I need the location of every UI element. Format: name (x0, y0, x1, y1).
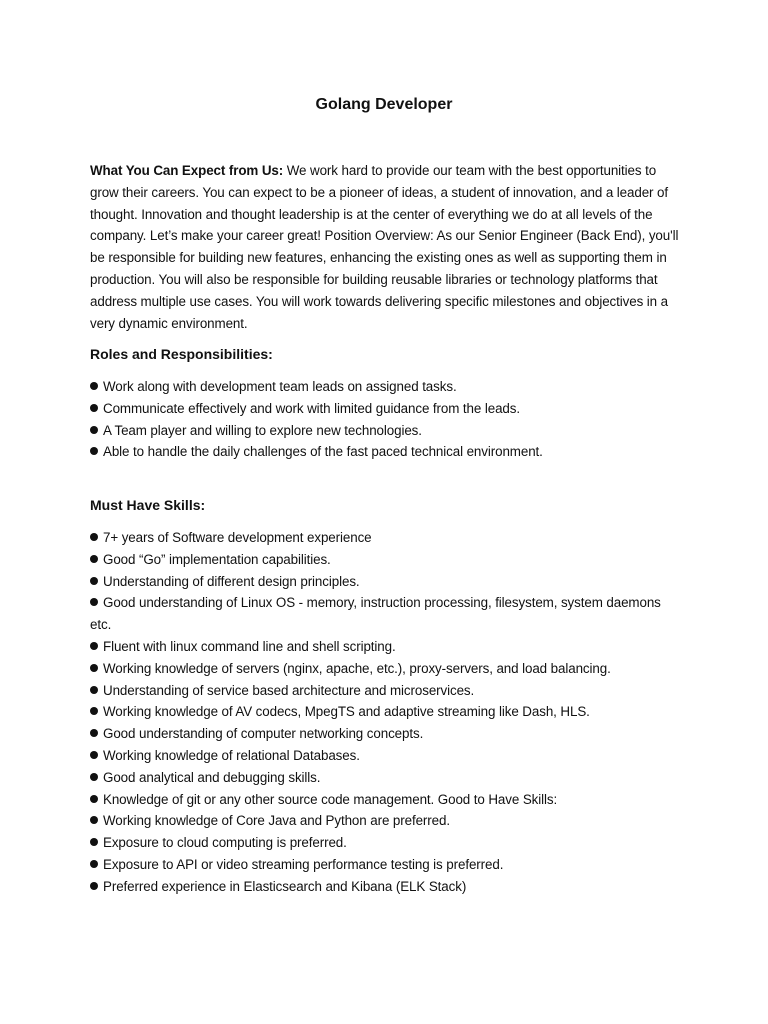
intro-lead: What You Can Expect from Us: (90, 163, 284, 178)
bullet-icon (90, 838, 98, 846)
list-item (90, 810, 680, 832)
intro-body: We work hard to provide our team with the best opportunities to grow their careers. You can expect to be a pioneer of ideas, a student of innovation, and a leader of thought. Innovation and thought leadership is at the center of everything we do at all levels of the company. Let’s make your career great! Position Overview: As our Senior Engineer (Back End), you'll be responsible for building new features, enhancing the existing ones as well as supporting them in production. You will also be responsible for building reusable libraries or technology platforms that address multiple use cases. You will work towards delivering specific milestones and objectives in a very dynamic environment. (90, 163, 679, 331)
list-item-text: Working knowledge of servers (nginx, apache, etc.), proxy-servers, and load balancing. (103, 660, 611, 676)
list-item (90, 571, 680, 593)
roles-list (90, 376, 680, 463)
list-item (90, 854, 680, 876)
list-item (90, 767, 680, 789)
list-item (90, 549, 680, 571)
list-item-text: Preferred experience in Elasticsearch and Kibana (ELK Stack) (103, 878, 467, 894)
bullet-icon (90, 642, 98, 650)
bullet-icon (90, 860, 98, 868)
bullet-icon (90, 795, 98, 803)
bullet-icon (90, 404, 98, 412)
list-item-text: Able to handle the daily challenges of the fast paced technical environment. (103, 444, 543, 460)
skills-list (90, 527, 680, 898)
bullet-icon (90, 729, 98, 737)
bullet-icon (90, 882, 98, 890)
list-item (90, 832, 680, 854)
list-item-text: Good understanding of Linux OS - memory, instruction processing, filesystem, system daemons etc. (90, 595, 661, 633)
bullet-icon (90, 664, 98, 672)
bullet-icon (90, 686, 98, 694)
list-item (90, 745, 680, 767)
bullet-icon (90, 773, 98, 781)
page-title: Golang Developer (315, 96, 453, 113)
bullet-icon (90, 816, 98, 824)
list-item-text: 7+ years of Software development experience (103, 530, 372, 545)
list-item-text: Exposure to API or video streaming performance testing is preferred. (103, 856, 504, 872)
list-item (90, 376, 680, 398)
roles-heading: Roles and Responsibilities: (90, 346, 273, 362)
bullet-icon (90, 426, 98, 434)
list-item (90, 701, 680, 723)
intro-paragraph (90, 160, 680, 334)
list-item-text: Working knowledge of relational Databases. (103, 747, 360, 763)
list-item (90, 527, 680, 549)
bullet-icon (90, 382, 98, 390)
list-item-text: Work along with development team leads on assigned tasks. (103, 379, 457, 394)
bullet-icon (90, 751, 98, 759)
list-item (90, 876, 680, 898)
list-item (90, 441, 680, 463)
skills-heading: Must Have Skills: (90, 497, 206, 513)
list-item (90, 420, 680, 442)
bullet-icon (90, 598, 98, 606)
list-item-text: A Team player and willing to explore new technologies. (103, 422, 422, 438)
list-item-text: Knowledge of git or any other source code management. Good to Have Skills: (103, 791, 558, 807)
list-item-text: Good “Go” implementation capabilities. (103, 551, 331, 567)
list-item-text: Fluent with linux command line and shell scripting. (103, 638, 396, 654)
bullet-icon (90, 577, 98, 585)
list-item (90, 723, 680, 745)
list-item-text: Exposure to cloud computing is preferred. (103, 835, 347, 851)
list-item (90, 789, 680, 811)
list-item (90, 658, 680, 680)
list-item-text: Communicate effectively and work with limited guidance from the leads. (103, 400, 520, 416)
list-item-text: Good analytical and debugging skills. (103, 769, 321, 785)
list-item (90, 592, 680, 636)
list-item (90, 398, 680, 420)
bullet-icon (90, 447, 98, 455)
list-item (90, 680, 680, 702)
list-item (90, 636, 680, 658)
list-item-text: Working knowledge of Core Java and Python are preferred. (103, 813, 450, 829)
bullet-icon (90, 707, 98, 715)
list-item-text: Working knowledge of AV codecs, MpegTS and adaptive streaming like Dash, HLS. (103, 704, 590, 720)
bullet-icon (90, 555, 98, 563)
list-item-text: Good understanding of computer networking concepts. (103, 726, 424, 742)
list-item-text: Understanding of different design principles. (103, 573, 360, 589)
bullet-icon (90, 533, 98, 541)
list-item-text: Understanding of service based architecture and microservices. (103, 682, 475, 698)
